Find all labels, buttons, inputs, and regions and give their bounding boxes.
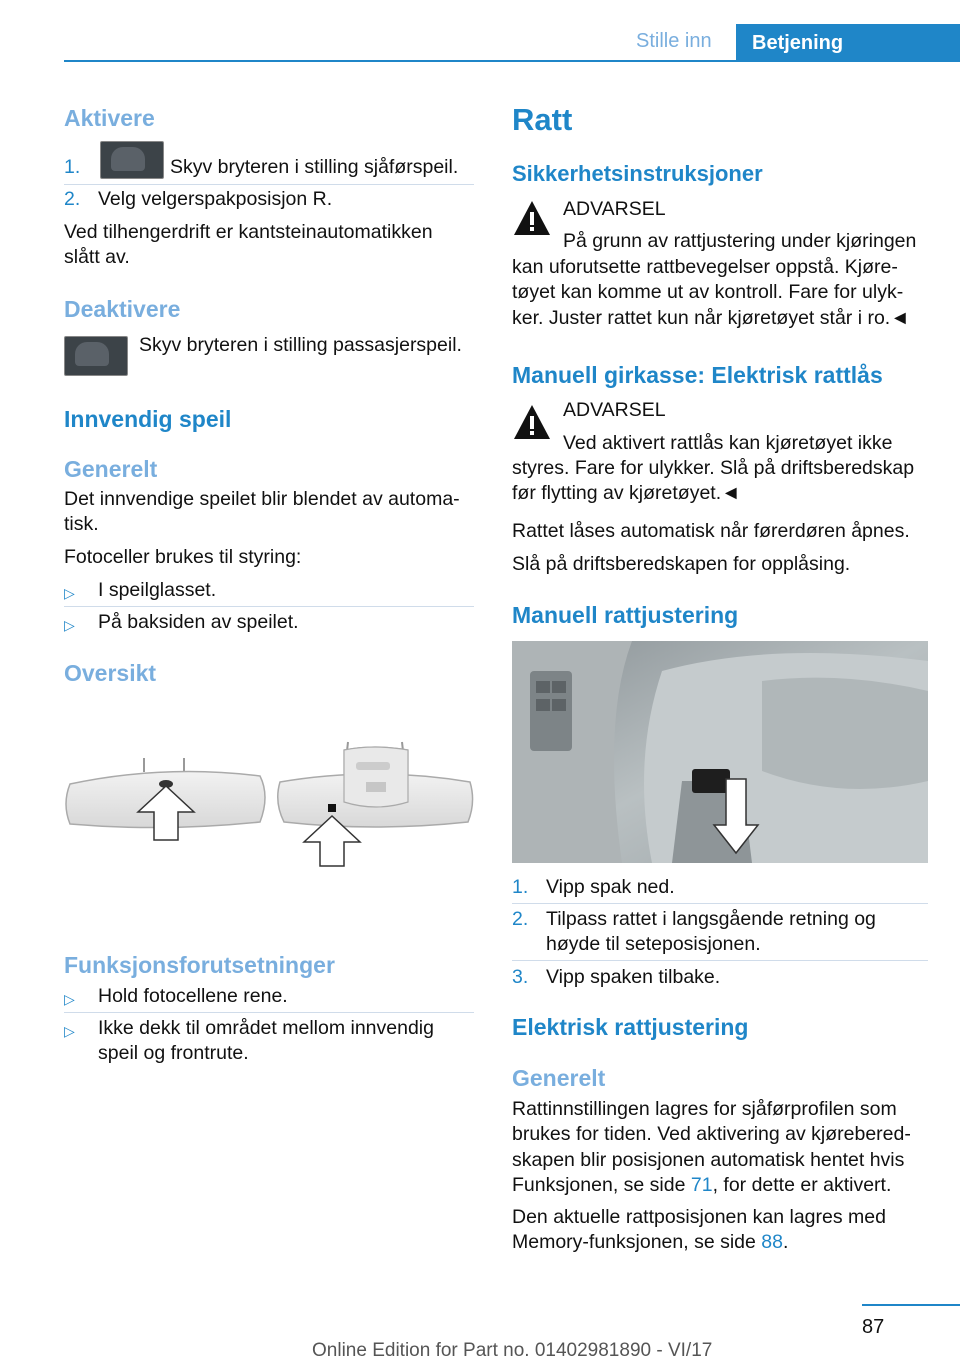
page-link-88[interactable]: 88 <box>761 1231 783 1253</box>
footer-rule <box>862 1304 960 1306</box>
memory-line-1: Den aktuelle rattposisjonen kan lagres med <box>512 1206 886 1228</box>
electric-line-2: brukes for tiden. Ved aktivering av kjørebered- <box>512 1123 911 1145</box>
activate-note-line-1: Ved tilhengerdrift er kantsteinautomatikken <box>64 221 433 243</box>
footer-edition: Online Edition for Part no. 01402981890 - VI/17 <box>312 1340 713 1361</box>
divider <box>512 903 928 904</box>
divider <box>512 960 928 961</box>
divider <box>64 606 474 607</box>
page-number: 87 <box>862 1316 885 1338</box>
steering-wheel-heading: Ratt <box>512 102 573 137</box>
activate-heading: Aktivere <box>64 105 155 131</box>
interior-mirror-heading: Innvendig speil <box>64 406 232 432</box>
triangle-bullet-icon: ▷ <box>64 991 75 1007</box>
warning-2-line-3: før flytting av kjøretøyet.◄ <box>512 482 741 504</box>
safety-heading: Sikkerhetsinstruksjoner <box>512 161 763 186</box>
divider <box>64 1012 474 1013</box>
requirements-heading: Funksjonsforutsetninger <box>64 952 335 978</box>
general-heading: Generelt <box>64 456 158 482</box>
photocell-intro: Fotoceller brukes til styring: <box>64 546 302 568</box>
header-tab-stille-inn[interactable]: Stille inn <box>636 30 712 52</box>
warning-1-line-3: tøyet kan komme ut av kontroll. Fare for ulyk- <box>512 281 904 303</box>
steering-lock-heading: Manuell girkasse: Elektrisk rattlås <box>512 362 883 388</box>
deactivate-heading: Deaktivere <box>64 296 181 322</box>
warning-1-line-1: På grunn av rattjustering under kjøringen <box>563 230 917 252</box>
lock-text-2: Slå på driftsberedskapen for opplåsing. <box>512 553 851 575</box>
electric-adjust-heading: Elektrisk rattjustering <box>512 1014 749 1040</box>
warning-triangle-icon <box>512 402 552 442</box>
electric-line-4: Funksjonen, se side 71, for dette er aktivert. <box>512 1174 892 1196</box>
manual-adjust-heading: Manuell rattjustering <box>512 602 739 628</box>
driver-mirror-switch-icon <box>100 141 164 179</box>
passenger-mirror-switch-icon <box>64 336 128 376</box>
activate-note-line-2: slått av. <box>64 246 130 268</box>
warning-2-line-2: styres. Fare for ulykker. Slå på driftsberedskap <box>512 457 915 479</box>
steering-lever-photo <box>512 641 928 863</box>
warning-1-line-2: kan uforutsette rattbevegelser oppstå. Kjøre- <box>512 256 898 278</box>
header-rule <box>64 60 960 62</box>
page-link-71[interactable]: 71 <box>690 1174 713 1196</box>
electric-line-3: skapen blir posisjonen automatisk hentet hvis <box>512 1149 905 1171</box>
triangle-bullet-icon: ▷ <box>64 1023 75 1039</box>
warning-triangle-icon <box>512 198 552 238</box>
deactivate-text: Skyv bryteren i stilling passasjerspeil. <box>139 334 462 356</box>
general-text-line-1: Det innvendige speilet blir blendet av automa- <box>64 488 460 510</box>
warning-2-line-1: Ved aktivert rattlås kan kjøretøyet ikke <box>563 432 893 454</box>
electric-line-1: Rattinnstillingen lagres for sjåførprofilen som <box>512 1098 897 1120</box>
general-text-line-2: tisk. <box>64 513 99 535</box>
warning-1-label: ADVARSEL <box>563 198 666 220</box>
triangle-bullet-icon: ▷ <box>64 617 75 633</box>
interior-mirror-illustration <box>64 736 476 872</box>
electric-general-heading: Generelt <box>512 1065 606 1091</box>
header-tab-betjening[interactable]: Betjening <box>736 24 960 62</box>
warning-1-line-4: ker. Juster rattet kun når kjøretøyet står i ro.◄ <box>512 307 910 329</box>
divider <box>64 184 474 185</box>
warning-2-label: ADVARSEL <box>563 399 666 421</box>
memory-line-2: Memory-funksjonen, se side 88. <box>512 1231 789 1253</box>
lock-text-1: Rattet låses automatisk når førerdøren åpnes. <box>512 520 910 542</box>
triangle-bullet-icon: ▷ <box>64 585 75 601</box>
overview-heading: Oversikt <box>64 660 157 686</box>
